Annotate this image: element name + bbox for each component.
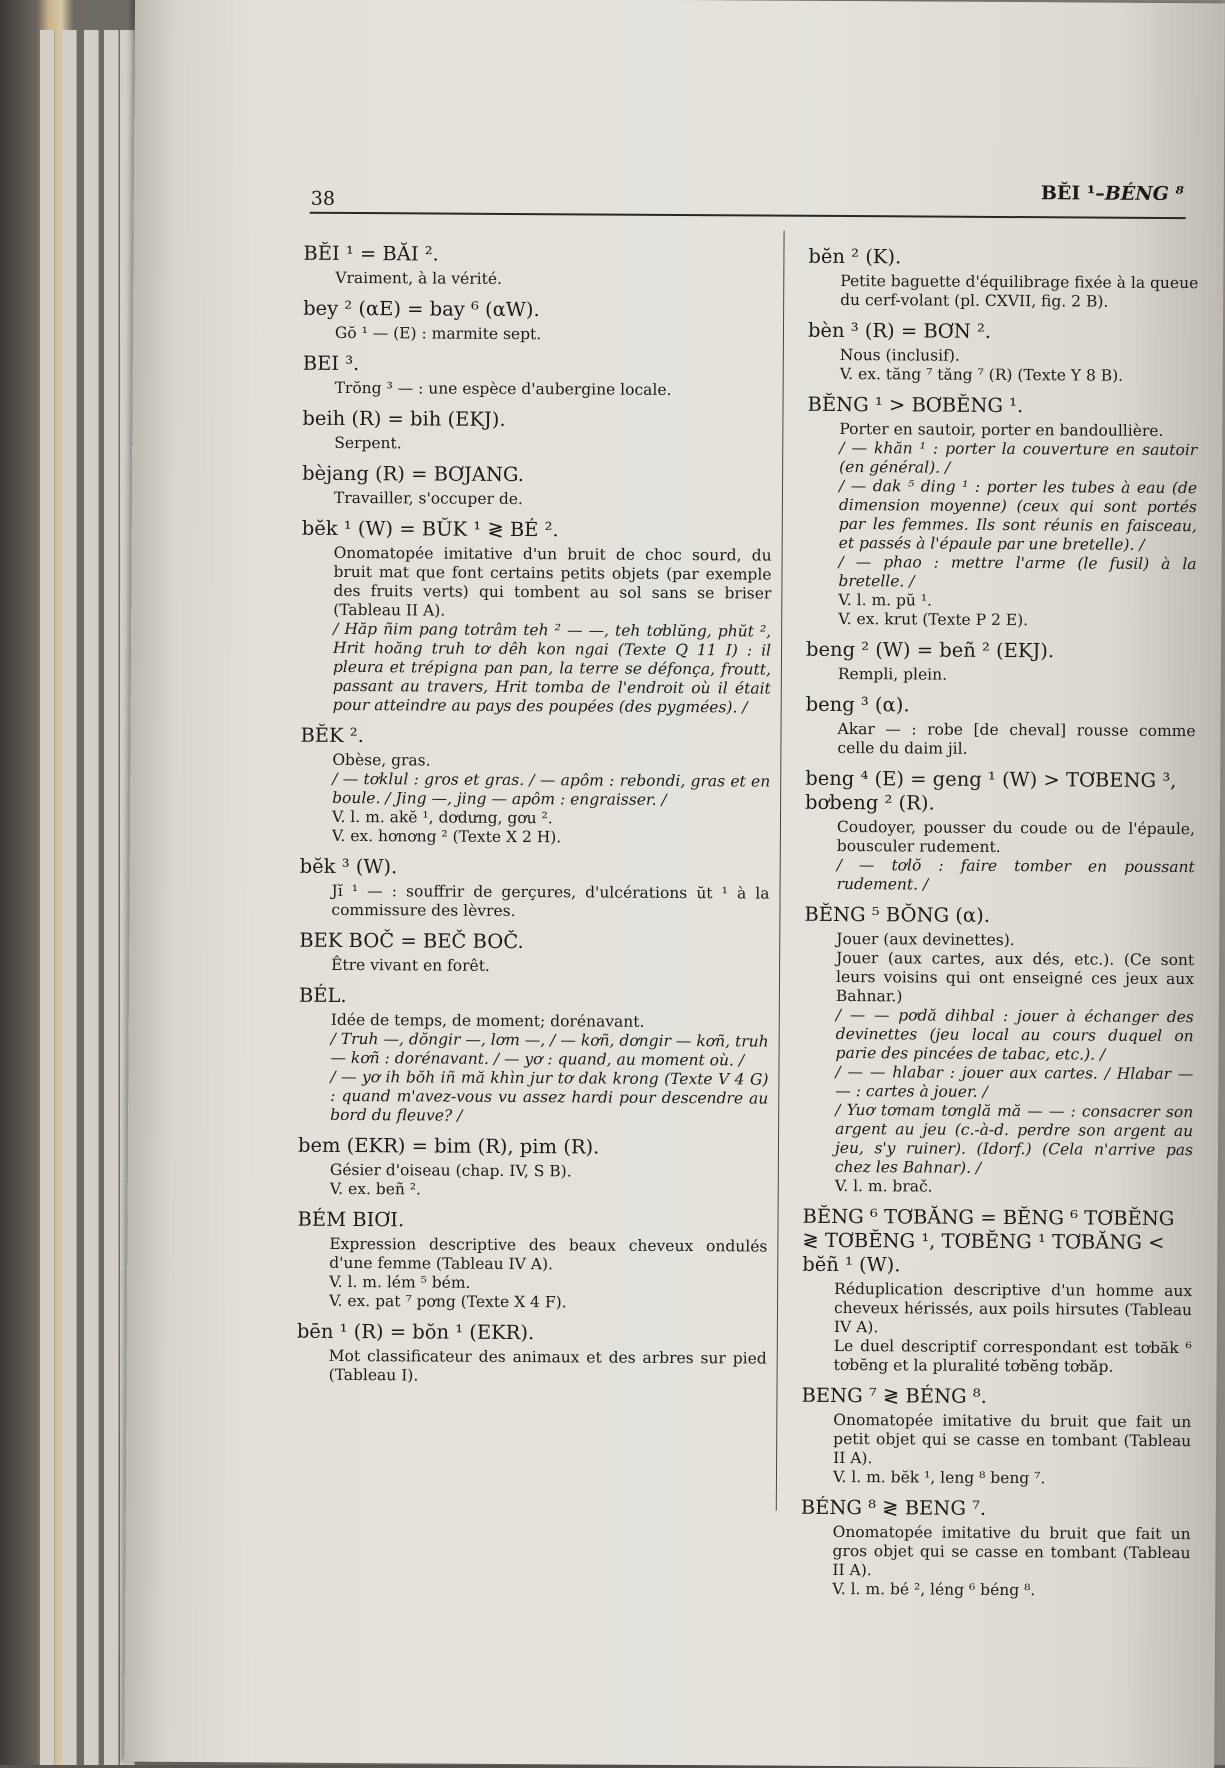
- entry-definition: V. ex. pat ⁷ pơng (Texte X 4 F).: [328, 1291, 567, 1312]
- running-head-main: BĔI ¹: [1040, 182, 1096, 205]
- dictionary-entry: [302, 462, 772, 511]
- entry-headword: beng ² (W) = beñ ² (EKJ).: [805, 637, 1055, 663]
- entry-definition: / Yuơ tơmam tơnglă mă — — : consacrer son argent au jeu (c.-à-d. perdre son argent au jeu, s'y ruiner). (Idorf.) (Cela n'arrive pas chez les Bahnar). /: [834, 1100, 1194, 1177]
- dictionary-entry: [298, 1134, 768, 1202]
- header-rule: [310, 212, 1186, 219]
- entry-definition: V. l. m. pŭ ¹.: [838, 590, 933, 610]
- dictionary-entry: [299, 929, 769, 978]
- entry-definition: / Hăp ñim pang totrâm teh ² — —, teh tơblŭng, phŭt ², Hrit hoăng truh tơ dêh kon ngai (Texte Q 11 I) : il pleura et trépigna pan pan, la terre se défonça, froutt, passant au travers, Hrit tomba de l'endroit où il était pour atteindre au pays des poupées (des pygmées). /: [332, 619, 772, 717]
- entry-headword: BĔK ².: [300, 723, 364, 748]
- entry-definition: Le duel descriptif correspondant est tơbăk ⁶ tơbĕng et la pluralité tơbĕng tơbăp.: [833, 1336, 1192, 1376]
- entry-definition: Expression descriptive des beaux cheveux ondulés d'une femme (Tableau IV A).: [329, 1234, 768, 1274]
- entry-definition: Akar — : robe [de cheval] rousse comme celle du daim jil.: [837, 719, 1196, 758]
- entry-definition: V. l. m. akĕ ¹, dơdưng, gơu ².: [331, 807, 553, 828]
- entry-definition: Jĭ ¹ — : souffrir de gerçures, d'ulcérations ŭt ¹ à la commissure des lèvres.: [331, 881, 770, 921]
- entry-definition: V. l. m. lém ⁵ bém.: [329, 1272, 471, 1292]
- entry-headword: BEK BOČ = BEČ BOČ.: [299, 928, 524, 954]
- entry-definition: Trŏng ³ — : une espèce d'aubergine locale.: [334, 378, 672, 399]
- entry-definition: Onomatopée imitative du bruit que fait un gros objet qui se casse en tombant (Tableau II A).: [832, 1522, 1191, 1580]
- entry-definition: Porter en sautoir, porter en bandoullière.: [839, 419, 1164, 440]
- right-column: [800, 245, 1198, 1610]
- entry-headword: beng ⁴ (E) = geng ¹ (W) > TƠBENG ³, bơbeng ² (R).: [805, 766, 1177, 815]
- entry-headword: beih (R) = bih (EKJ).: [302, 406, 506, 431]
- entry-definition: Idée de temps, de moment; dorénavant.: [330, 1010, 645, 1031]
- dictionary-entry: [808, 319, 1198, 386]
- dictionary-entry: [801, 1384, 1192, 1489]
- dictionary-entry: [299, 855, 769, 923]
- page-stack-edge: [84, 30, 99, 1765]
- running-head: [1041, 182, 1184, 205]
- entry-definition: Gésier d'oiseau (chap. IV, S B).: [329, 1160, 572, 1181]
- entry-headword: bĕn ² (K).: [808, 244, 902, 269]
- dictionary-entry: [303, 352, 773, 401]
- entry-definition: / — khăn ¹ : porter la couverture en sautoir (en général). /: [839, 438, 1198, 477]
- entry-headword: bèjang (R) = BƠJANG.: [302, 461, 525, 487]
- dictionary-entry: [303, 297, 773, 346]
- entry-definition: Réduplication descriptive d'un homme aux cheveux hérissés, aux poils hirsutes (Tableau IV A).: [833, 1279, 1193, 1337]
- dictionary-entry: [297, 1320, 767, 1388]
- dictionary-entry: [303, 242, 773, 291]
- dictionary-entry: [800, 1496, 1191, 1601]
- entry-definition: / — yơ ih bŏh iñ mă khìn jur tơ dak krong (Texte V 4 G) : quand m'avez-vous vu assez hardi pour descendre au bord du fleuve? /: [330, 1067, 769, 1125]
- entry-headword: BĔNG ⁵ BŎNG (α).: [804, 902, 991, 927]
- entry-definition: V. l. m. brač.: [834, 1176, 933, 1196]
- entry-definition: Nous (inclusif).: [839, 345, 960, 365]
- entry-definition: / — tơlŏ : faire tomber en poussant rudement. /: [836, 855, 1195, 894]
- entry-definition: Coudoyer, pousser du coude ou de l'épaule, bousculer rudement.: [836, 817, 1195, 856]
- dictionary-entry: [298, 984, 769, 1128]
- entry-headword: bey ² (αE) = bay ⁶ (αW).: [303, 296, 540, 322]
- entry-definition: / — — hlabar : jouer aux cartes. / Hlabar — — : cartes à jouer. /: [835, 1062, 1194, 1101]
- page-number: 38: [310, 187, 336, 210]
- entry-headword: bem (EKR) = bim (R), pim (R).: [297, 1133, 600, 1159]
- entry-definition: / — dak ⁵ ding ¹ : porter les tubes à eau (de dimension moyenne) (ceux qui sont portés par les femmes. Ils sont réunis en faisceau, et passés à l'épaule par une bretelle). /: [838, 476, 1198, 554]
- entry-headword: bĕk ¹ (W) = BŬK ¹ ≷ BÉ ².: [301, 516, 559, 542]
- entry-headword: BĔI ¹ = BĂI ².: [303, 241, 439, 266]
- column-divider: [776, 231, 785, 1511]
- entry-headword: BEI ³.: [302, 351, 360, 376]
- dictionary-entry: [297, 1208, 768, 1314]
- running-head-sep: –: [1095, 182, 1105, 205]
- entry-definition: Travailler, s'occuper de.: [333, 488, 523, 509]
- dictionary-entry: [805, 693, 1195, 760]
- dictionary-entry: [302, 407, 772, 456]
- entry-definition: Obèse, gras.: [332, 750, 431, 770]
- entry-definition: Petite baguette d'équilibrage fixée à la queue du cerf-volant (pl. CXVII, fig. 2 B).: [840, 271, 1199, 311]
- entry-definition: Être vivant en forêt.: [331, 955, 490, 975]
- entry-definition: V. ex. hơnơng ² (Texte X 2 H).: [331, 826, 562, 847]
- entry-headword: BÉL.: [298, 983, 347, 1007]
- dictionary-entry: [300, 724, 771, 849]
- entry-definition: Mot classificateur des animaux et des arbres sur pied (Tableau I).: [328, 1346, 767, 1385]
- entry-headword: BĔNG ¹ > BƠBĔNG ¹.: [807, 392, 1024, 418]
- entry-definition: Vraiment, à la vérité.: [335, 268, 503, 288]
- entry-definition: Jouer (aux devinettes).: [836, 929, 1015, 950]
- left-column: [296, 242, 773, 1397]
- dictionary-entry: [802, 1205, 1193, 1377]
- entry-definition: Rempli, plein.: [837, 664, 948, 684]
- dictionary-entry: [301, 517, 772, 718]
- entry-definition: Serpent.: [334, 433, 402, 453]
- dictionary-entry: [803, 903, 1195, 1198]
- dictionary-page: [124, 0, 1225, 1768]
- page-stack-edge: [40, 30, 55, 1765]
- entry-headword: bĕk ³ (W).: [299, 854, 398, 879]
- entry-headword: beng ³ (α).: [805, 692, 910, 717]
- page-stack-edge: [104, 30, 119, 1765]
- entry-headword: bēn ¹ (R) = bŏn ¹ (EKR).: [296, 1319, 535, 1345]
- page-stack-edge: [62, 30, 77, 1765]
- entry-headword: BENG ⁷ ≷ BÉNG ⁸.: [801, 1383, 987, 1408]
- entry-definition: / — phao : mettre l'arme (le fusil) à la bretelle. /: [838, 552, 1197, 591]
- entry-definition: Gŏ ¹ — (E) : marmite sept.: [334, 323, 542, 344]
- entry-definition: V. l. m. bĕk ¹, leng ⁸ beng ⁷.: [832, 1467, 1046, 1488]
- entry-definition: V. ex. krut (Texte P 2 E).: [838, 609, 1029, 630]
- entry-definition: / — tơklul : gros et gras. / — apôm : rebondi, gras et en boule. / Jing —, jing — apôm : engraisser. /: [332, 769, 771, 809]
- running-head-second: BÉNG ⁸: [1104, 182, 1184, 206]
- entry-definition: / — — pơdă dihbal : jouer à échanger des devinettes (jeu local au cours duquel on parie des pincées de tabac, etc.). /: [835, 1005, 1194, 1064]
- entry-definition: V. ex. beñ ².: [329, 1179, 422, 1199]
- dictionary-entry: [806, 638, 1196, 686]
- dictionary-entry: [806, 393, 1197, 631]
- entry-definition: / Truh —, dŏngir —, lơm —, / — kơñ, dơngir — kơñ, truh — kơñ : dorénavant. / — yơ : quand, au moment où. /: [330, 1029, 769, 1070]
- entry-headword: BÉNG ⁸ ≷ BENG ⁷.: [800, 1495, 987, 1520]
- dictionary-entry: [808, 245, 1198, 312]
- dictionary-entry: [805, 767, 1196, 896]
- entry-definition: Onomatopée imitative du bruit que fait un petit objet qui se casse en tombant (Tableau II A).: [833, 1410, 1192, 1468]
- entry-definition: V. ex. tăng ⁷ tăng ⁷ (R) (Texte Y 8 B).: [839, 364, 1124, 385]
- entry-headword: BĔNG ⁶ TƠBĂNG = BĔNG ⁶ TƠBĔNG ≷ TƠBĔNG ¹, TƠBĔNG ¹ TƠBĂNG < bĕñ ¹ (W).: [802, 1204, 1175, 1277]
- entry-headword: bèn ³ (R) = BƠN ².: [807, 318, 992, 343]
- entry-definition: V. l. m. bé ², léng ⁶ béng ⁸.: [832, 1579, 1036, 1600]
- entry-definition: Onomatopée imitative d'un bruit de choc sourd, du bruit mat que font certains petits objets (par exemple des fruits verts) qui tombent au sol sans se briser (Tableau II A).: [333, 543, 772, 620]
- entry-definition: Jouer (aux cartes, aux dés, etc.). (Ce sont leurs voisins qui ont enseigné ces jeux aux Bahnar.): [835, 948, 1195, 1006]
- entry-headword: BÉM BIƠI.: [297, 1207, 405, 1232]
